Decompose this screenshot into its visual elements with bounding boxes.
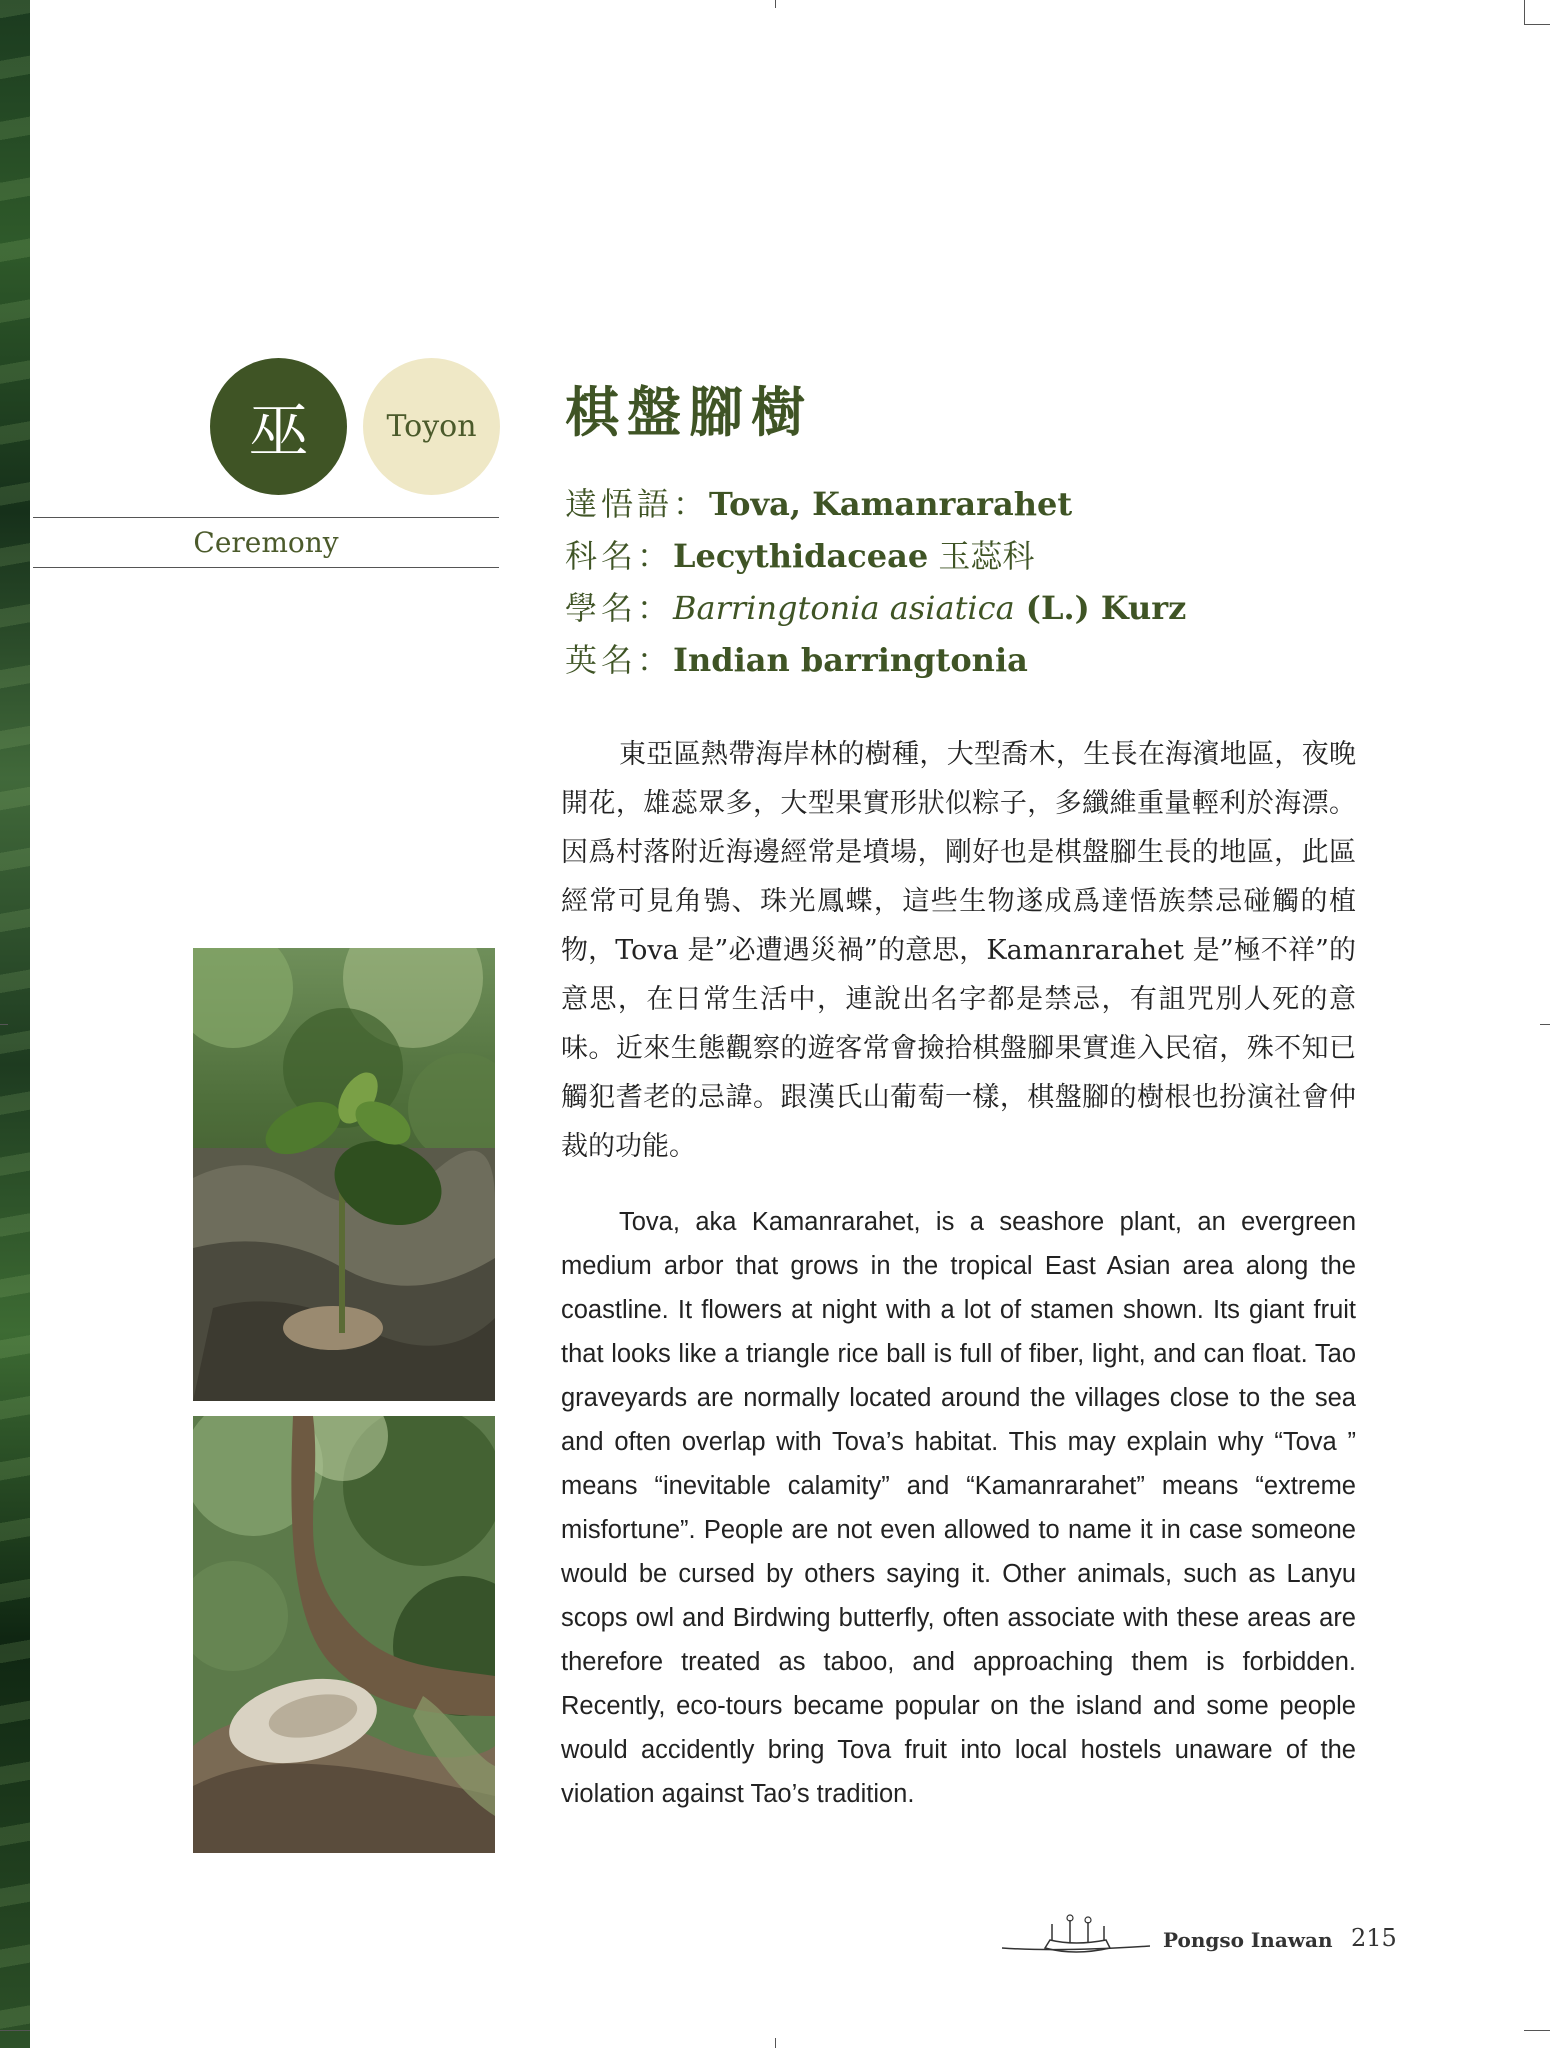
boat-logo-icon [1000,1910,1150,1960]
crop-mark-bottom-right [1524,2030,1550,2031]
name-row-family [565,530,1385,582]
crop-mark-bottom-left [0,2030,30,2031]
toyon-badge-light [363,358,500,495]
page-number: 215 [1351,1924,1397,1952]
name-value: (L.) Kurz [1014,589,1187,627]
badge-character: 巫 [248,396,309,467]
crop-mark-top [775,0,776,8]
crop-mark-bottom [775,2038,776,2048]
name-row-english [565,634,1385,686]
name-value-chinese: 玉蕊科 [928,537,1035,575]
category-rule-bottom [33,567,499,568]
crop-mark-right-mid [1540,1024,1550,1025]
name-label: 科名： [565,537,674,575]
name-row-scientific [565,582,1385,634]
body-text-english: Tova, aka Kamanrarahet, is a seashore plant, an evergreen medium arbor that grows in the tropical East Asian area along the coastline. It flowers at night with a lot of stamen shown. Its giant fruit that looks like a triangle rice ball is full of fiber, light, and can float. Tao graveyards are normally located around the villages close to the sea and often overlap with Tova’s habitat. This may explain why “Tova ” means “inevitable calamity” and “Kamanrarahet” means “extreme misfortune”. People are not even allowed to name it in case someone would be cursed by others saying it. Other animals, such as Lanyu scops owl and Birdwing butterfly, often associate with these areas are therefore treated as taboo, and approaching them is forbidden. Recently, eco-tours became popular on the island and some people would accidently bring Tova fruit into local hostels unaware of the violation against Tao’s tradition. [561,1208,1356,1808]
badge-label: Toyon [386,409,477,444]
category-label: Ceremony [193,526,339,559]
body-text-chinese: 東亞區熱帶海岸林的樹種，大型喬木，生長在海濱地區，夜晚開花，雄蕊眾多，大型果實形狀似粽子，多纖維重量輕利於海漂。因爲村落附近海邊經常是墳場，剛好也是棋盤腳生長的地區，此區經常可見角鴞、珠光鳳蝶，這些生物遂成爲達悟族禁忌碰觸的植物，Tova 是”必遭遇災禍”的意思，Kamanrarahet 是”極不祥”的意思，在日常生活中，連說出名字都是禁忌，有詛咒別人死的意味。近來生態觀察的遊客常會撿拾棋盤腳果實進入民宿，殊不知已觸犯耆老的忌諱。跟漢氏山葡萄一樣，棋盤腳的樹根也扮演社會仲裁的功能。 [561,739,1356,1162]
crop-mark-top-right-h [1524,24,1550,25]
seedling-photo [193,948,495,1401]
footer-brand: Pongso Inawan [1163,1928,1333,1952]
name-value: Tova, Kamanrarahet [709,485,1073,523]
name-label: 英名： [565,641,674,679]
name-value-italic: Barringtonia asiatica [673,589,1015,627]
ceremony-badge-dark [210,358,347,495]
name-value: Lecythidaceae [673,537,929,575]
name-label: 達悟語： [565,485,710,523]
name-value: Indian barringtonia [673,641,1028,679]
plant-name-list [565,478,1385,686]
page-title: 棋盤腳樹 [565,380,813,444]
category-rule-top [33,517,499,518]
name-label: 學名： [565,589,674,627]
crop-mark-top-right [1524,0,1525,24]
crop-mark-left-mid [0,1024,8,1025]
tree-trunk-photo [193,1416,495,1853]
name-row-tao [565,478,1385,530]
